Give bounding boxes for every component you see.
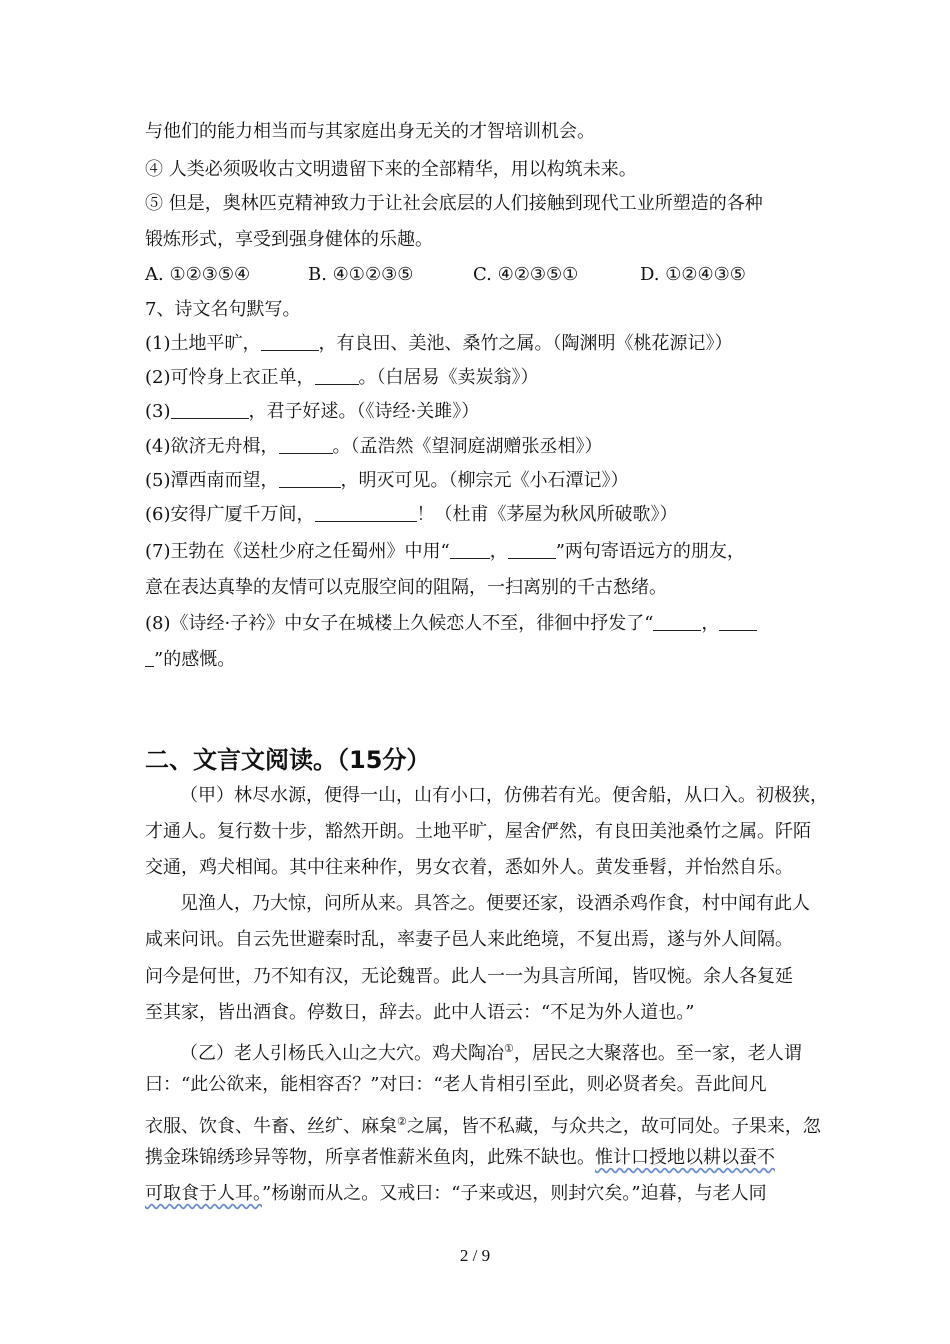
- section-2-heading: 二、文言文阅读。（15分）: [145, 746, 431, 774]
- passage-b-line: （乙）老人引杨氏入山之大穴。鸡犬陶冶①，居民之大聚落也。至一家，老人谓: [180, 1042, 802, 1064]
- passage-b-line: 可取食于人耳。”杨谢而从之。又戒曰：“子来或迟，则封穴矣。”迫暮，与老人同: [145, 1183, 767, 1204]
- wavy-underlined-text: 惟计口授地以耕以蚕不: [595, 1147, 775, 1168]
- passage-a-line: 咸来问讯。自云先世避秦时乱，率妻子邑人来此绝境，不复出焉，遂与外人间隔。: [145, 929, 793, 950]
- q7-item-7-cont: 意在表达真挚的友情可以克服空间的阻隔，一扫离别的千古愁绪。: [145, 577, 667, 598]
- q6-continuation: 与他们的能力相当而与其家庭出身无关的才智培训机会。: [145, 121, 595, 142]
- q7-item-4: (4)欲济无舟楫， 。（孟浩然《望洞庭湖赠张丞相》）: [145, 436, 603, 457]
- answer-blank[interactable]: [279, 435, 333, 454]
- passage-a-line: （甲）林尽水源，便得一山，山有小口，仿佛若有光。便舍船，从口入。初极狭，: [180, 785, 828, 806]
- answer-blank[interactable]: [719, 612, 757, 631]
- passage-a-line: 交通，鸡犬相闻。其中往来种作，男女衣着，悉如外人。黄发垂髫，并怡然自乐。: [145, 857, 793, 878]
- q7-item-8-cont: ”的感慨。: [145, 648, 235, 672]
- answer-blank[interactable]: [171, 400, 249, 419]
- footnote-marker: ①: [504, 1042, 514, 1055]
- answer-blank[interactable]: [279, 469, 341, 488]
- footnote-marker: ②: [397, 1115, 407, 1128]
- answer-blank[interactable]: [653, 612, 701, 631]
- q6-statement-5-cont: 锻炼形式，享受到强身健体的乐趣。: [145, 229, 433, 250]
- answer-blank[interactable]: [508, 540, 556, 559]
- passage-a-line: 问今是何世，乃不知有汉，无论魏晋。此人一一为具言所闻，皆叹惋。余人各复延: [145, 966, 793, 987]
- q7-item-3: (3) ，君子好逑。（《诗经·关雎》）: [145, 401, 480, 422]
- answer-blank[interactable]: [450, 540, 490, 559]
- passage-a-line: 才通人。复行数十步，豁然开朗。土地平旷，屋舍俨然，有良田美池桑竹之属。阡陌: [145, 821, 811, 842]
- option-d: D. ①②④③⑤: [640, 264, 746, 285]
- passage-a-line: 至其家，皆出酒食。停数日，辞去。此中人语云：“不足为外人道也。”: [145, 1002, 695, 1023]
- q7-item-7: (7)王勃在《送杜少府之任蜀州》中用“ ， ”两句寄语远方的朋友，: [145, 541, 745, 562]
- q7-item-2: (2)可怜身上衣正单， 。（白居易《卖炭翁》）: [145, 367, 539, 388]
- answer-blank[interactable]: [145, 648, 154, 667]
- q7-item-1: (1)土地平旷， ，有良田、美池、桑竹之属。（陶渊明《桃花源记》）: [145, 333, 733, 354]
- option-b: B. ④①②③⑤: [308, 264, 414, 285]
- passage-b-line: 曰：“此公欲来，能相容否？”对曰：“老人肯相引至此，则必贤者矣。吾此间凡: [145, 1074, 767, 1095]
- q7-item-5: (5)潭西南而望， ，明灭可见。（柳宗元《小石潭记》）: [145, 470, 629, 491]
- answer-blank[interactable]: [261, 332, 319, 351]
- wavy-underlined-text: 可取食于人耳。: [145, 1183, 262, 1204]
- q6-statement-4: ④ 人类必须吸收古文明遗留下来的全部精华，用以构筑未来。: [145, 159, 637, 180]
- option-a: A. ①②③⑤④: [145, 264, 251, 285]
- page-number: 2 / 9: [459, 1246, 491, 1265]
- q7-item-8: (8)《诗经·子衿》中女子在城楼上久候恋人不至，徘徊中抒发了“ ，: [145, 612, 757, 636]
- passage-a-line: 见渔人，乃大惊，问所从来。具答之。便要还家，设酒杀鸡作食，村中闻有此人: [180, 893, 810, 914]
- question-7-title: 7、诗文名句默写。: [145, 299, 301, 320]
- option-c: C. ④②③⑤①: [473, 264, 579, 285]
- q7-item-6: (6)安得广厦千万间， ！（杜甫《茅屋为秋风所破歌》）: [145, 504, 678, 525]
- q6-statement-5: ⑤ 但是，奥林匹克精神致力于让社会底层的人们接触到现代工业所塑造的各种: [145, 193, 763, 214]
- answer-blank[interactable]: [315, 366, 359, 385]
- passage-b-line: 衣服、饮食、牛畜、丝纩、麻枲②之属，皆不私藏，与众共之，故可同处。子果来，忽: [145, 1115, 821, 1137]
- answer-blank[interactable]: [315, 503, 417, 522]
- passage-b-line: 携金珠锦绣珍异等物，所享者惟薪米鱼肉，此殊不缺也。惟计口授地以耕以蚕不: [145, 1147, 775, 1168]
